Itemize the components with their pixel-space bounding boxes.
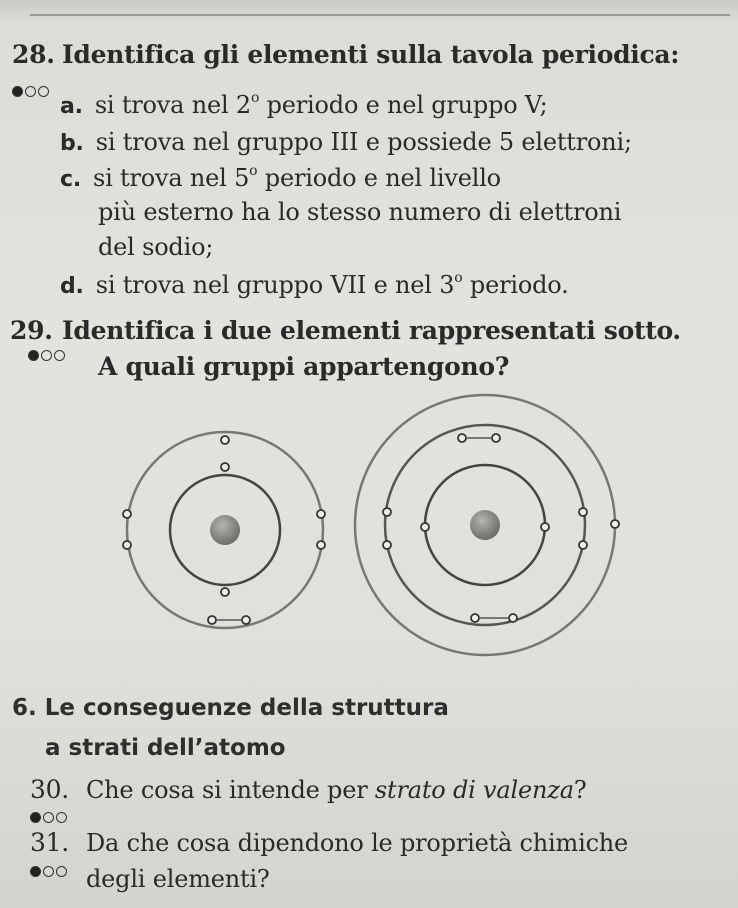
item-letter: c. — [60, 167, 81, 192]
atom-left-nucleus — [210, 515, 240, 545]
item-letter: a. — [60, 94, 83, 119]
q28-item-b: b. si trova nel gruppo III e possiede 5 elettroni; — [60, 128, 632, 156]
q30-text: Che cosa si intende per strato di valenza? — [86, 776, 587, 804]
atom-left — [123, 432, 325, 628]
atom-right-electrons — [383, 434, 619, 622]
section-heading-line1: 6. Le conseguenze della struttura — [12, 695, 449, 721]
section-heading-line2: a strati dell’atomo — [45, 735, 286, 761]
q28-number: 28. — [12, 40, 55, 69]
difficulty-dot-filled — [30, 812, 41, 823]
q28-item-d: d. si trova nel gruppo VII e nel 3$^o$ periodo. — [60, 270, 569, 299]
difficulty-dot-empty — [56, 812, 67, 823]
q28-item-c: c. si trova nel 5$^o$ periodo e nel livello — [60, 163, 501, 192]
q29-number: 29. — [10, 316, 53, 345]
q28-item-c-line2: più esterno ha lo stesso numero di elettroni — [98, 198, 622, 226]
atom-right — [355, 395, 619, 655]
item-letter: b. — [60, 131, 84, 156]
q28-item-a: a. si trova nel 2$^o$ periodo e nel gruppo V; — [60, 90, 548, 119]
q30-number: 30. — [30, 775, 69, 804]
q30-difficulty-dots — [30, 812, 67, 823]
difficulty-dot-empty — [43, 866, 54, 877]
q31-difficulty-dots — [30, 866, 67, 877]
difficulty-dot-empty — [43, 812, 54, 823]
q31-number: 31. — [30, 828, 69, 857]
q28-item-c-line3: del sodio; — [98, 233, 214, 261]
item-letter: d. — [60, 274, 84, 299]
q28-title: Identifica gli elementi sulla tavola periodica: — [62, 40, 680, 69]
q31-line2: degli elementi? — [86, 865, 270, 893]
difficulty-dot-empty — [56, 866, 67, 877]
q31-line1: Da che cosa dipendono le proprietà chimiche — [86, 829, 629, 857]
q29-line2: A quali gruppi appartengono? — [98, 352, 510, 381]
atom-right-nucleus — [470, 510, 500, 540]
q29-line1: Identifica i due elementi rappresentati sotto. — [62, 316, 681, 345]
difficulty-dot-filled — [30, 866, 41, 877]
